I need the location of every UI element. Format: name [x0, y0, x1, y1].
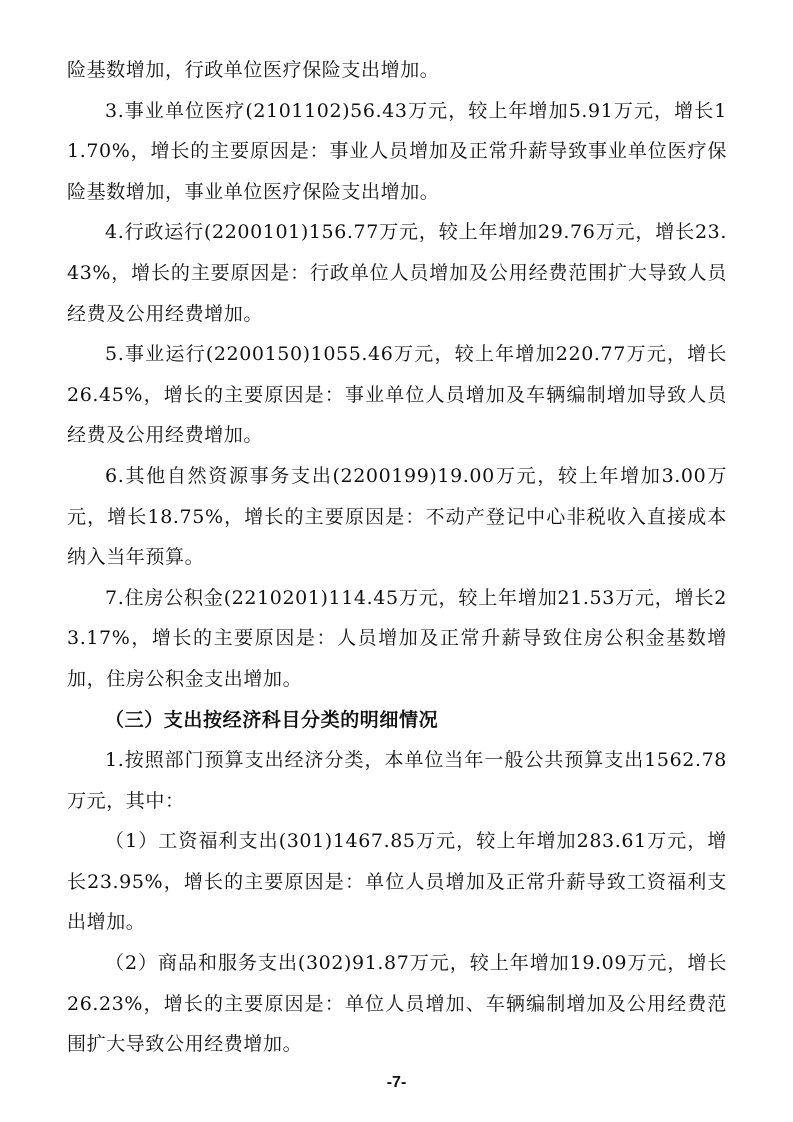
section-heading: （三）支出按经济科目分类的明细情况 — [105, 708, 439, 731]
paragraph-economic-classification: 1.按照部门预算支出经济分类，本单位当年一般公共预算支出1562.78万元，其中： — [67, 749, 727, 812]
page-number: -7- — [386, 1074, 407, 1091]
paragraph-institution-operation: 5.事业运行(2200150)1055.46万元，较上年增加220.77万元，增长26.45%，增长的主要原因是：事业单位人员增加及车辆编制增加导致人员经费及公用经费增加。 — [67, 343, 727, 447]
paragraph-goods-services: （2）商品和服务支出(302)91.87万元，较上年增加19.09万元，增长26.23%，增长的主要原因是：单位人员增加、车辆编制增加及公用经费范围扩大导致公用经费增加。 — [67, 952, 727, 1056]
paragraph-housing-fund: 7.住房公积金(2210201)114.45万元，较上年增加21.53万元，增长23.17%，增长的主要原因是：人员增加及正常升薪导致住房公积金基数增加，住房公积金支出增加。 — [67, 586, 727, 690]
document-body — [67, 50, 727, 1065]
paragraph-medical-institution: 3.事业单位医疗(2101102)56.43万元，较上年增加5.91万元，增长11.70%，增长的主要原因是：事业人员增加及正常升薪导致事业单位医疗保险基数增加，事业单位医疗保险支出增加。 — [67, 99, 727, 203]
paragraph-continuation: 险基数增加，行政单位医疗保险支出增加。 — [67, 59, 440, 81]
paragraph-wage-welfare: （1）工资福利支出(301)1467.85万元，较上年增加283.61万元，增长23.95%，增长的主要原因是：单位人员增加及正常升薪导致工资福利支出增加。 — [67, 830, 727, 934]
paragraph-other-natural-resources: 6.其他自然资源事务支出(2200199)19.00万元，较上年增加3.00万元，增长18.75%，增长的主要原因是：不动产登记中心非税收入直接成本纳入当年预算。 — [67, 464, 727, 569]
paragraph-admin-operation: 4.行政运行(2200101)156.77万元，较上年增加29.76万元，增长23.43%，增长的主要原因是：行政单位人员增加及公用经费范围扩大导致人员经费及公用经费增加。 — [67, 221, 727, 325]
